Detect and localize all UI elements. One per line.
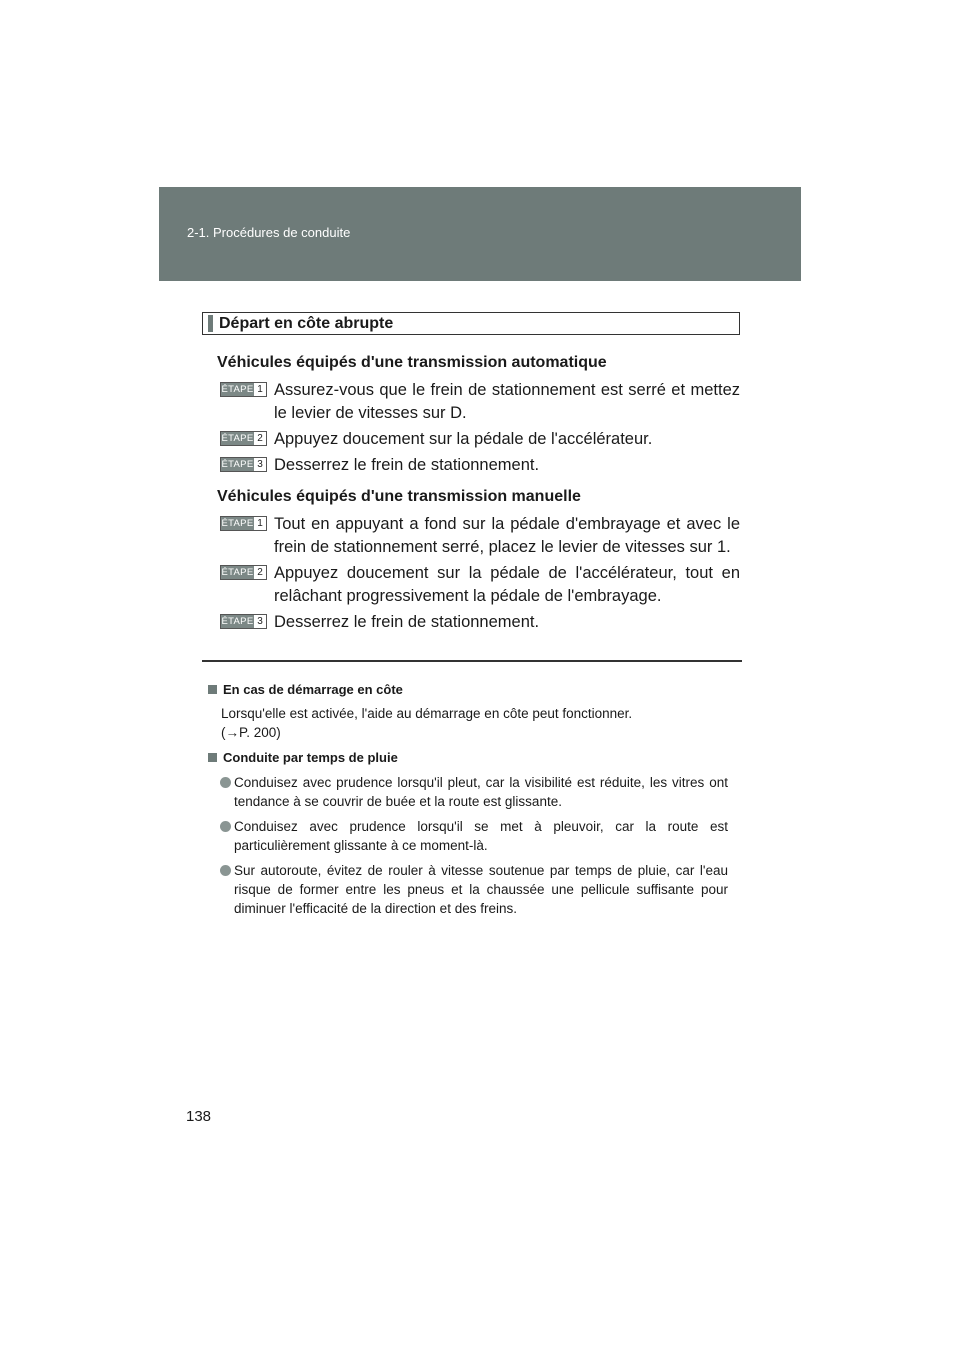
- note-title: Conduite par temps de pluie: [208, 748, 728, 767]
- group-heading-manual: Véhicules équipés d'une transmission manuelle: [217, 488, 581, 505]
- step-badge: ÉTAPE 3: [220, 457, 267, 472]
- notes-section: [208, 680, 728, 918]
- title-accent-bar: [208, 315, 213, 332]
- note-title: En cas de démarrage en côte: [208, 680, 728, 699]
- circle-bullet-icon: [220, 821, 231, 832]
- section-title-box: [202, 312, 740, 335]
- step-badge: ÉTAPE 2: [220, 431, 267, 446]
- square-bullet-icon: [208, 753, 217, 762]
- step-item: ÉTAPE 2 Appuyez doucement sur la pédale de l'accélérateur, tout en relâchant progressivement la pédale de l'embrayage.: [221, 564, 740, 605]
- step-item: ÉTAPE 1 Assurez-vous que le frein de stationnement est serré et mettez le levier de vitesses sur D.: [221, 381, 740, 422]
- step-badge: ÉTAPE 3: [220, 614, 267, 629]
- step-item: ÉTAPE 2 Appuyez doucement sur la pédale de l'accélérateur.: [221, 430, 653, 448]
- group-heading-automatic: Véhicules équipés d'une transmission automatique: [217, 354, 607, 371]
- bullet-item: Conduisez avec prudence lorsqu'il se met à pleuvoir, car la route est particulièrement glissante à ce moment-là.: [221, 817, 728, 855]
- circle-bullet-icon: [220, 777, 231, 788]
- square-bullet-icon: [208, 685, 217, 694]
- section-title: Départ en côte abrupte: [219, 314, 394, 332]
- header-band: [159, 187, 801, 281]
- step-item: ÉTAPE 3 Desserrez le frein de stationnement.: [221, 456, 540, 474]
- bullet-item: Sur autoroute, évitez de rouler à vitesse soutenue par temps de pluie, car l'eau risque de former entre les pneus et la chaussée une pellicule suffisante pour diminuer l'efficacité de la direction et des freins.: [221, 861, 728, 918]
- step-badge: ÉTAPE 2: [220, 565, 267, 580]
- page-number: 138: [186, 1108, 212, 1125]
- bullet-item: Conduisez avec prudence lorsqu'il pleut, car la visibilité est réduite, les vitres ont tendance à se couvrir de buée et la route est glissante.: [221, 773, 728, 811]
- circle-bullet-icon: [220, 865, 231, 876]
- step-badge: ÉTAPE 1: [220, 382, 267, 397]
- step-item: ÉTAPE 1 Tout en appuyant a fond sur la pédale d'embrayage et avec le frein de stationnement serré, placez le levier de vitesses sur 1.: [221, 515, 740, 556]
- main-content: [202, 312, 740, 634]
- note-text: Lorsqu'elle est activée, l'aide au démarrage en côte peut fonctionner. (→P. 200): [221, 706, 633, 740]
- section-label: 2-1. Procédures de conduite: [187, 225, 351, 240]
- section-divider: [202, 660, 742, 662]
- step-badge: ÉTAPE 1: [220, 516, 267, 531]
- step-item: ÉTAPE 3 Desserrez le frein de stationnement.: [221, 613, 540, 631]
